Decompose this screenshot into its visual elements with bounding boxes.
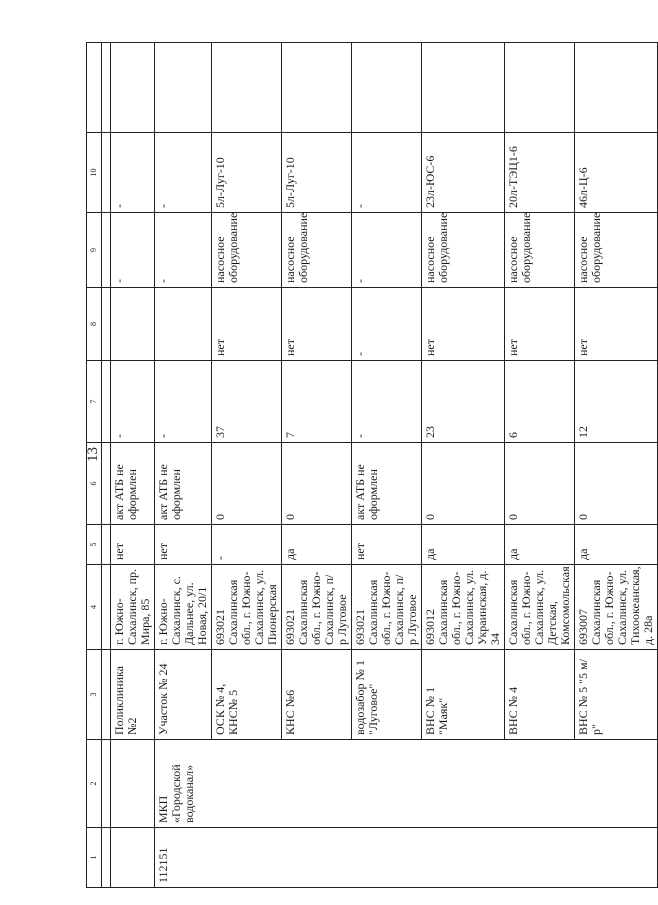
cell-col11 <box>212 43 282 133</box>
cell-object: ВНС № 5 "5 м/р" <box>575 650 658 740</box>
cell-address: 693007 Сахалинская обл., г. Южно-Сахалинск, ул. Тихоокеанская, д. 28а <box>575 565 658 650</box>
cell-col8: нет <box>422 288 505 361</box>
cell-object: водозабор № 1 "Луговое" <box>352 650 422 740</box>
cell-col6: акт АТБ не оформлен <box>352 443 422 525</box>
header-col-3: 3 <box>87 650 102 740</box>
cell-col8: - <box>352 288 422 361</box>
cell-address: 693021 Сахалинская обл., г. Южно-Сахалинск, ул. Пионерская <box>212 565 282 650</box>
cell-col11 <box>282 43 352 133</box>
cell-col10: 46л-Ц-6 <box>575 133 658 213</box>
cell-col11 <box>111 43 155 133</box>
data-table <box>86 42 658 888</box>
cell-col10: - <box>155 133 212 213</box>
cell-col7: - <box>111 361 155 443</box>
cell-col5: да <box>422 525 505 565</box>
spacer-row <box>102 43 111 888</box>
header-col-10: 10 <box>87 133 102 213</box>
cell-col10: - <box>111 133 155 213</box>
header-col-5: 5 <box>87 525 102 565</box>
cell-col7: 37 <box>212 361 282 443</box>
cell-col11 <box>155 43 212 133</box>
cell-col5: нет <box>352 525 422 565</box>
cell-col7: 12 <box>575 361 658 443</box>
cell-col9: насосное оборудование <box>575 213 658 288</box>
header-col-1: 1 <box>87 828 102 888</box>
cell-code: 112151 <box>155 828 658 888</box>
cell-col6: 0 <box>505 443 575 525</box>
cell-address: Сахалинская обл., г. Южно-Сахалинск, ул. Детская, Комсомольская <box>505 565 575 650</box>
header-col-2: 2 <box>87 740 102 828</box>
table-row <box>155 43 212 888</box>
header-col-6: 6 <box>87 443 102 525</box>
cell-col9: - <box>352 213 422 288</box>
cell-col11 <box>575 43 658 133</box>
cell-col10: 20л-ТЭЦ1-6 <box>505 133 575 213</box>
cell-address: 693021 Сахалинская обл., г. Южно-Сахалинск, п/р Луговое <box>352 565 422 650</box>
cell-col9: насосное оборудование <box>282 213 352 288</box>
cell-col9: насосное оборудование <box>422 213 505 288</box>
cell-col5: нет <box>111 525 155 565</box>
cell-col7: - <box>155 361 212 443</box>
cell-col1 <box>111 828 155 888</box>
cell-col5: - <box>212 525 282 565</box>
cell-col8 <box>155 288 212 361</box>
header-col-4: 4 <box>87 565 102 650</box>
cell-col6: 0 <box>282 443 352 525</box>
cell-organization: МКП «Городской водоканал» <box>155 740 658 828</box>
cell-col6: 0 <box>212 443 282 525</box>
header-col-7: 7 <box>87 361 102 443</box>
rotated-table-container <box>86 43 655 888</box>
page-number: 13 <box>85 447 101 462</box>
cell-address: г. Южно-Сахалинск, с. Дальнее, ул. Новая, 20/1 <box>155 565 212 650</box>
cell-col7: - <box>352 361 422 443</box>
cell-col9: насосное оборудование <box>212 213 282 288</box>
cell-col7: 7 <box>282 361 352 443</box>
cell-col8 <box>111 288 155 361</box>
cell-object: КНС №6 <box>282 650 352 740</box>
cell-col10: 5л-Луг-10 <box>282 133 352 213</box>
cell-col11 <box>422 43 505 133</box>
header-col-9: 9 <box>87 213 102 288</box>
cell-col6: 0 <box>422 443 505 525</box>
cell-col9: - <box>155 213 212 288</box>
cell-col10: - <box>352 133 422 213</box>
cell-col8: нет <box>505 288 575 361</box>
cell-object: Поликлиника №2 <box>111 650 155 740</box>
cell-col9: - <box>111 213 155 288</box>
cell-address: 693021 Сахалинская обл., г. Южно-Сахалинск, п/р Луговое <box>282 565 352 650</box>
cell-col11 <box>352 43 422 133</box>
cell-col8: нет <box>575 288 658 361</box>
cell-col8: нет <box>212 288 282 361</box>
cell-col9: насосное оборудование <box>505 213 575 288</box>
cell-address: 693012 Сахалинская обл., г. Южно-Сахалинск, ул. Украинская, д. 34 <box>422 565 505 650</box>
cell-col5: да <box>505 525 575 565</box>
cell-object: ОСК № 4, КНС№ 5 <box>212 650 282 740</box>
table-row <box>111 43 155 888</box>
cell-col8: нет <box>282 288 352 361</box>
cell-col6: акт АТБ не оформлен <box>155 443 212 525</box>
cell-col10: 23л-ЮС-6 <box>422 133 505 213</box>
cell-object: ВНС № 4 <box>505 650 575 740</box>
cell-col7: 23 <box>422 361 505 443</box>
cell-col6: 0 <box>575 443 658 525</box>
cell-object: Участок № 24 <box>155 650 212 740</box>
cell-col2 <box>111 740 155 828</box>
cell-object: ВНС № 1 "Маяк" <box>422 650 505 740</box>
header-col-8: 8 <box>87 288 102 361</box>
column-number-row <box>87 43 102 888</box>
cell-col10: 5л-Луг-10 <box>212 133 282 213</box>
cell-col11 <box>505 43 575 133</box>
cell-col7: 6 <box>505 361 575 443</box>
cell-col5: нет <box>155 525 212 565</box>
cell-col5: да <box>282 525 352 565</box>
cell-col5: да <box>575 525 658 565</box>
cell-col6: акт АТБ не оформлен <box>111 443 155 525</box>
cell-address: г. Южно-Сахалинск, пр. Мира, 85 <box>111 565 155 650</box>
header-col-11-empty <box>87 43 102 133</box>
